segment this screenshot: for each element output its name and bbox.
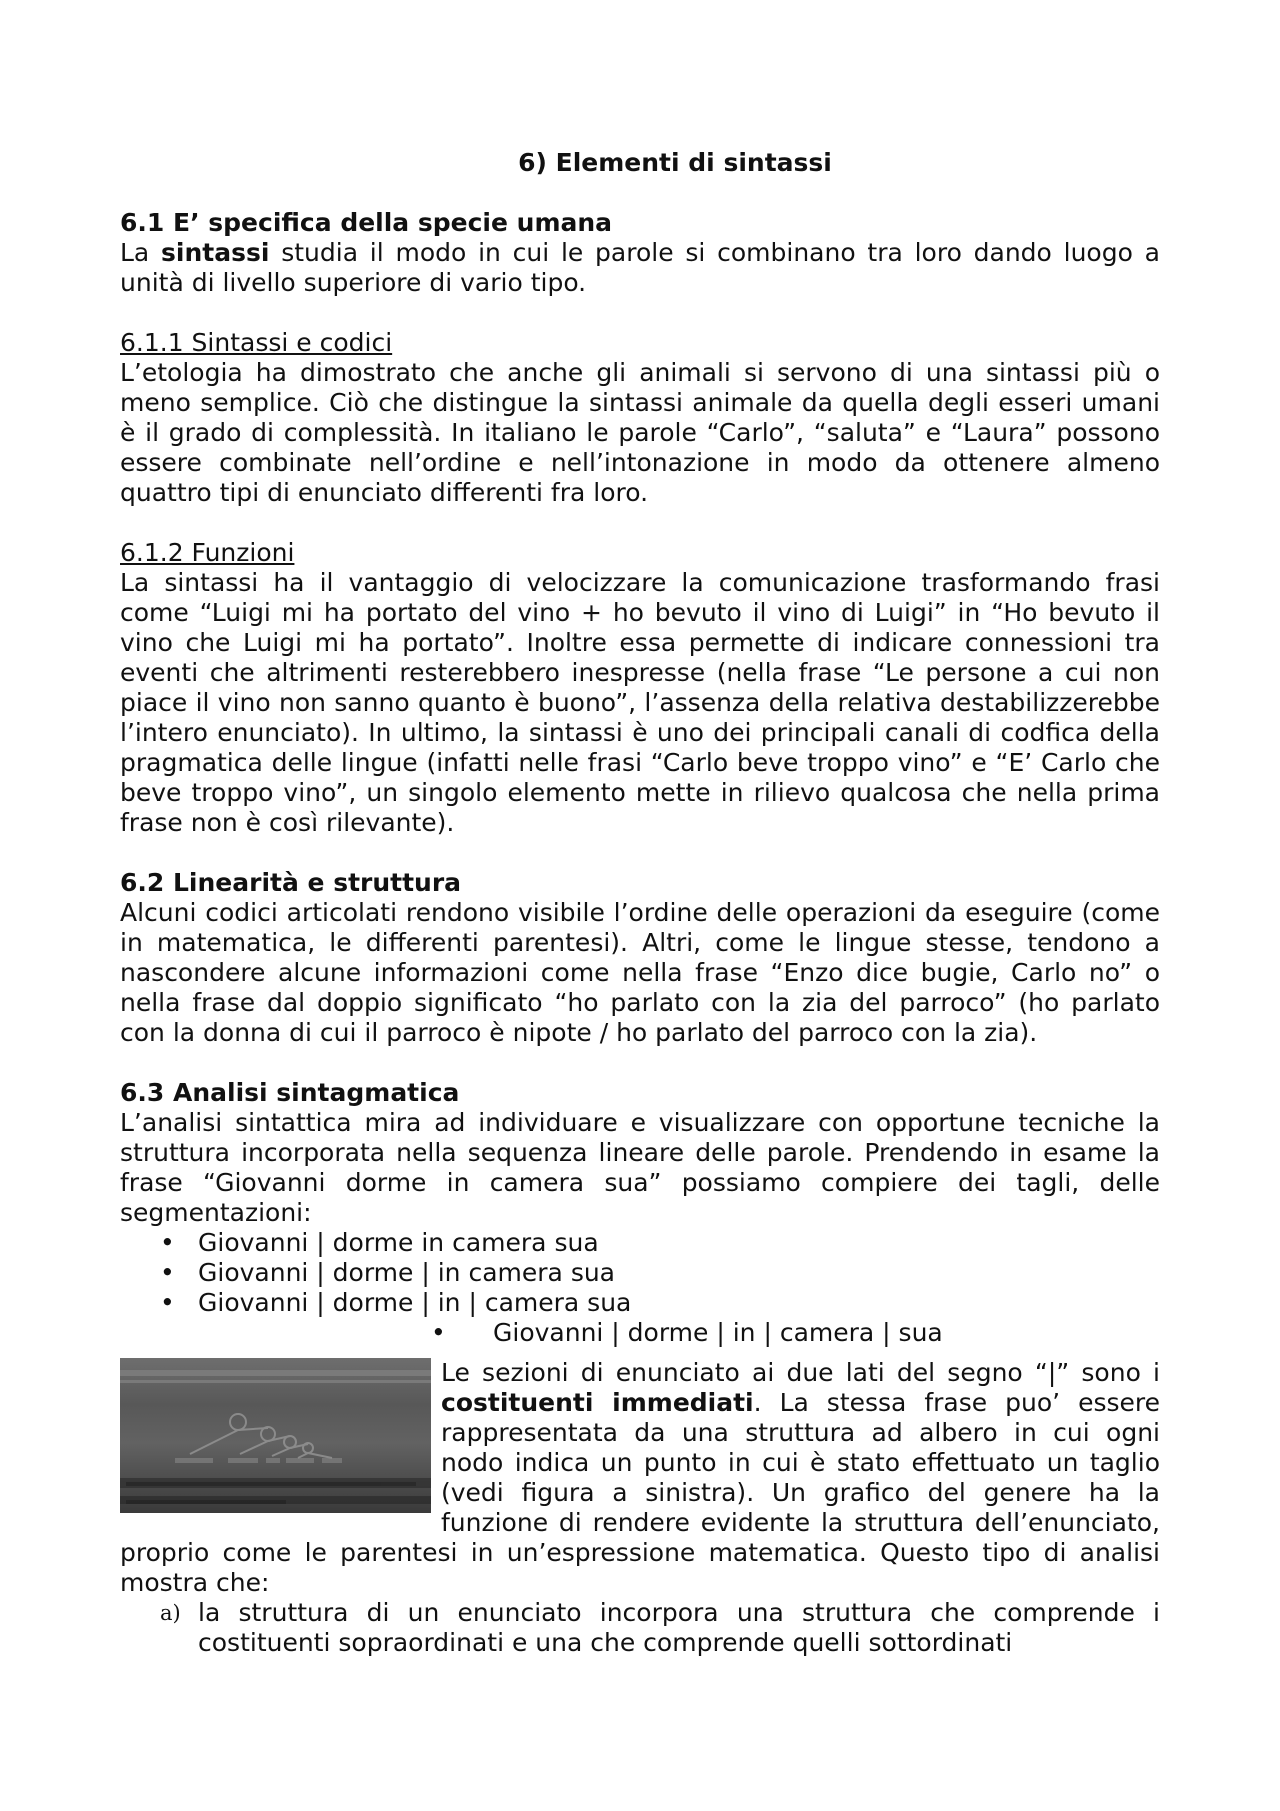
segmentation-list-last xyxy=(120,1318,1160,1348)
text-run: Le sezioni di enunciato ai due lati del segno “|” sono i xyxy=(441,1358,1160,1387)
document-page xyxy=(120,148,1160,1658)
term-sintassi: sintassi xyxy=(161,238,270,267)
section-6-1-heading: 6.1 E’ specifica della specie umana xyxy=(120,208,613,237)
document-title: 6) Elementi di sintassi xyxy=(518,148,832,177)
list-marker: a) xyxy=(160,1601,181,1625)
section-6-1-1-text: L’etologia ha dimostrato che anche gli animali si servono di una sintassi più o meno semplice. Ciò che distingue la sintassi animale da quella degli esseri umani è il grado di complessità. In italiano le parole “Carlo”, “saluta” e “Laura” possono essere combinate nell’ordine e nell’intonazione in modo da ottenere almeno quattro tipi di enunciato differenti fra loro. xyxy=(120,358,1160,507)
segmentation-list xyxy=(120,1228,1160,1318)
list-item: • Giovanni | dorme | in camera sua xyxy=(160,1258,1160,1288)
tree-diagram-image xyxy=(120,1358,431,1513)
term-costituenti-immediati: costituenti immediati xyxy=(441,1388,754,1417)
section-6-3-heading: 6.3 Analisi sintagmatica xyxy=(120,1078,460,1107)
section-6-1-2-heading: 6.1.2 Funzioni xyxy=(120,538,295,567)
list-item: • Giovanni | dorme in camera sua xyxy=(160,1228,1160,1258)
text-run: . La stessa frase puo’ essere rappresentata da una struttura ad albero in cui ogni nodo indica un punto in cui è stato effettuato un taglio (vedi figura a sinistra). Un grafico del genere ha la funzione di rendere evidente la struttura dell’enunciato, proprio come le parentesi in un’espressione matematica. Questo tipo di analisi mostra che: xyxy=(120,1388,1160,1597)
section-6-2-text: Alcuni codici articolati rendono visibile l’ordine delle operazioni da eseguire (come in matematica, le differenti parentesi). Altri, come le lingue stesse, tendono a nascondere alcune informazioni come nella frase “Enzo dice bugie, Carlo no” o nella frase dal doppio significato “ho parlato con la zia del parroco” (ho parlato con la donna di cui il parroco è nipote / ho parlato del parroco con la zia). xyxy=(120,898,1160,1047)
conclusions-list xyxy=(120,1598,1160,1658)
list-item xyxy=(160,1598,1160,1658)
section-6-3-text: L’analisi sintattica mira ad individuare e visualizzare con opportune tecniche la struttura incorporata nella sequenza lineare delle parole. Prendendo in esame la frase “Giovanni dorme in camera sua” possiamo compiere dei tagli, delle segmentazioni: xyxy=(120,1108,1160,1227)
list-item: • Giovanni | dorme | in | camera sua xyxy=(160,1288,1160,1318)
list-item: • Giovanni | dorme | in | camera | sua xyxy=(431,1318,1160,1348)
section-6-1-1-heading: 6.1.1 Sintassi e codici xyxy=(120,328,393,357)
list-item-text: la struttura di un enunciato incorpora una struttura che comprende i costituenti sopraordinati e una che comprende quelli sottordinati xyxy=(198,1598,1160,1657)
figure-block xyxy=(120,1358,1160,1598)
section-6-1-text xyxy=(120,238,1160,298)
text-run: studia il modo in cui le parole si combinano tra loro dando luogo a unità di livello superiore di vario tipo. xyxy=(120,238,1160,297)
text-run: La xyxy=(120,238,162,267)
section-6-2-heading: 6.2 Linearità e struttura xyxy=(120,868,462,897)
section-6-1-2-text: La sintassi ha il vantaggio di velocizzare la comunicazione trasformando frasi come “Luigi mi ha portato del vino + ho bevuto il vino di Luigi” in “Ho bevuto il vino che Luigi mi ha portato”. Inoltre essa permette di indicare connessioni tra eventi che altrimenti resterebbero inespresse (nella frase “Le persone a cui non piace il vino non sanno quanto è buono”, l’assenza della relativa destabilizzerebbe l’intero enunciato). In ultimo, la sintassi è uno dei principali canali di codfica della pragmatica delle lingue (infatti nelle frasi “Carlo beve troppo vino” e “E’ Carlo che beve troppo vino”, un singolo elemento mette in rilievo qualcosa che nella prima frase non è così rilevante). xyxy=(120,568,1160,837)
